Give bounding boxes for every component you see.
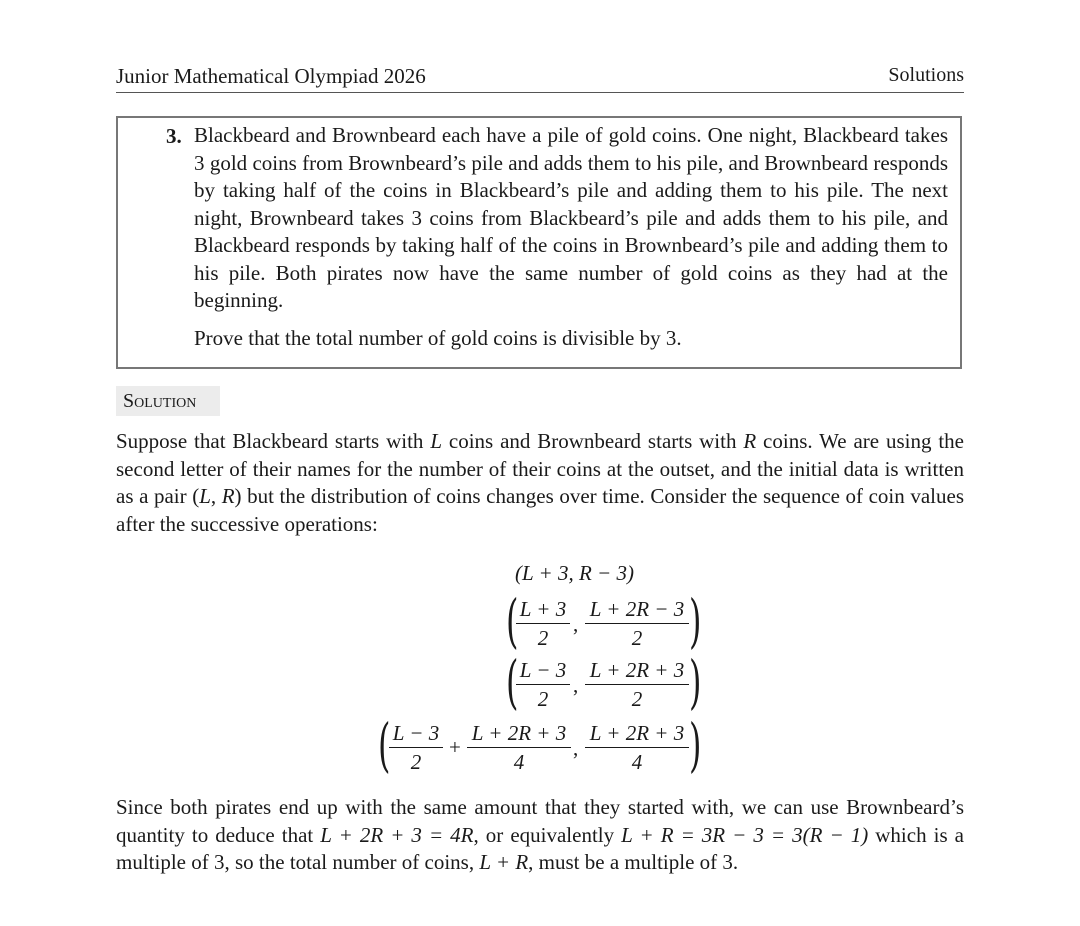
problem-task: Prove that the total number of gold coins is divisible by 3. <box>194 325 682 350</box>
fraction <box>389 720 443 776</box>
solution-label: Solution <box>116 386 220 416</box>
problem-statement <box>194 122 948 352</box>
right-paren: ) <box>689 711 702 779</box>
step-1-expression: (L + 3, R − 3) <box>515 561 634 585</box>
problem-paragraph: Blackbeard and Brownbeard each have a pile of gold coins. One night, Blackbeard takes 3 gold coins from Brownbeard’s pile and adds them to his pile, and Brownbeard responds by taking half of the coins in Blackbeard’s pile and adding them to his pile. The next night, Brownbeard takes 3 coins from Blackbeard’s pile and adds them to his pile, and Blackbeard responds by taking half of the coins in Brownbeard’s pile and adding them to his pile. Both pirates now have the same number of gold coins as they had at the beginning. <box>194 123 948 312</box>
left-paren: ( <box>506 648 519 716</box>
left-paren: ( <box>378 711 391 779</box>
text-run: which is a multiple of 3, so the total number of coins, <box>116 822 964 874</box>
text-run: , must be a multiple of 3. <box>528 850 739 874</box>
math-expression: L + R = 3R − 3 = 3(R − 1) <box>621 822 869 847</box>
comma: , <box>573 673 579 697</box>
numerator: L + 2R − 3 <box>585 596 689 624</box>
header-section: Solutions <box>888 64 964 86</box>
page-header <box>116 64 964 93</box>
denominator: 4 <box>631 750 643 774</box>
text-run: , <box>210 484 222 508</box>
comma: , <box>573 612 579 636</box>
math-expression: L + 2R + 3 = 4R <box>320 822 474 847</box>
left-paren: ( <box>506 587 519 655</box>
numerator: L + 2R + 3 <box>585 657 689 685</box>
math-var: R <box>743 429 757 453</box>
math-expression: L + R <box>479 850 529 874</box>
problem-number: 3. <box>166 124 182 148</box>
fraction <box>516 657 570 713</box>
denominator: 2 <box>631 687 643 711</box>
math-var: L <box>430 429 442 453</box>
solution-intro <box>116 428 964 538</box>
text-run: Since both pirates end up with the same amount that they started with, we can use Brownbeard’s quantity to deduce that <box>116 795 964 847</box>
numerator: L + 2R + 3 <box>467 720 571 748</box>
fraction <box>467 720 571 776</box>
header-title: Junior Mathematical Olympiad 2026 <box>116 64 426 88</box>
denominator: 2 <box>537 626 549 650</box>
math-var: R <box>221 484 235 508</box>
problem-box <box>116 116 962 369</box>
fraction <box>516 596 570 652</box>
plus-sign: + <box>449 735 461 759</box>
text-run: Suppose that Blackbeard starts with <box>116 429 431 453</box>
fraction <box>585 720 689 776</box>
comma: , <box>573 736 579 760</box>
numerator: L + 3 <box>516 596 570 624</box>
solution-conclusion <box>116 794 964 877</box>
text-run: , or equivalently <box>473 822 622 847</box>
math-var: L <box>199 484 211 508</box>
denominator: 2 <box>537 687 549 711</box>
text-run: ) but the distribution of coins changes over time. Consider the sequence of coin values after the successive operations: <box>116 484 964 536</box>
text-run: coins and Brownbeard starts with <box>442 429 744 453</box>
denominator: 2 <box>631 626 643 650</box>
fraction <box>585 596 689 652</box>
fraction <box>585 657 689 713</box>
denominator: 4 <box>513 750 525 774</box>
numerator: L − 3 <box>389 720 443 748</box>
right-paren: ) <box>689 587 702 655</box>
right-paren: ) <box>689 648 702 716</box>
numerator: L + 2R + 3 <box>585 720 689 748</box>
text-run: coins. We are using the second letter of their names for the number of their coins at the outset, and the initial data is written as a pair ( <box>116 429 964 508</box>
numerator: L − 3 <box>516 657 570 685</box>
denominator: 2 <box>410 750 422 774</box>
